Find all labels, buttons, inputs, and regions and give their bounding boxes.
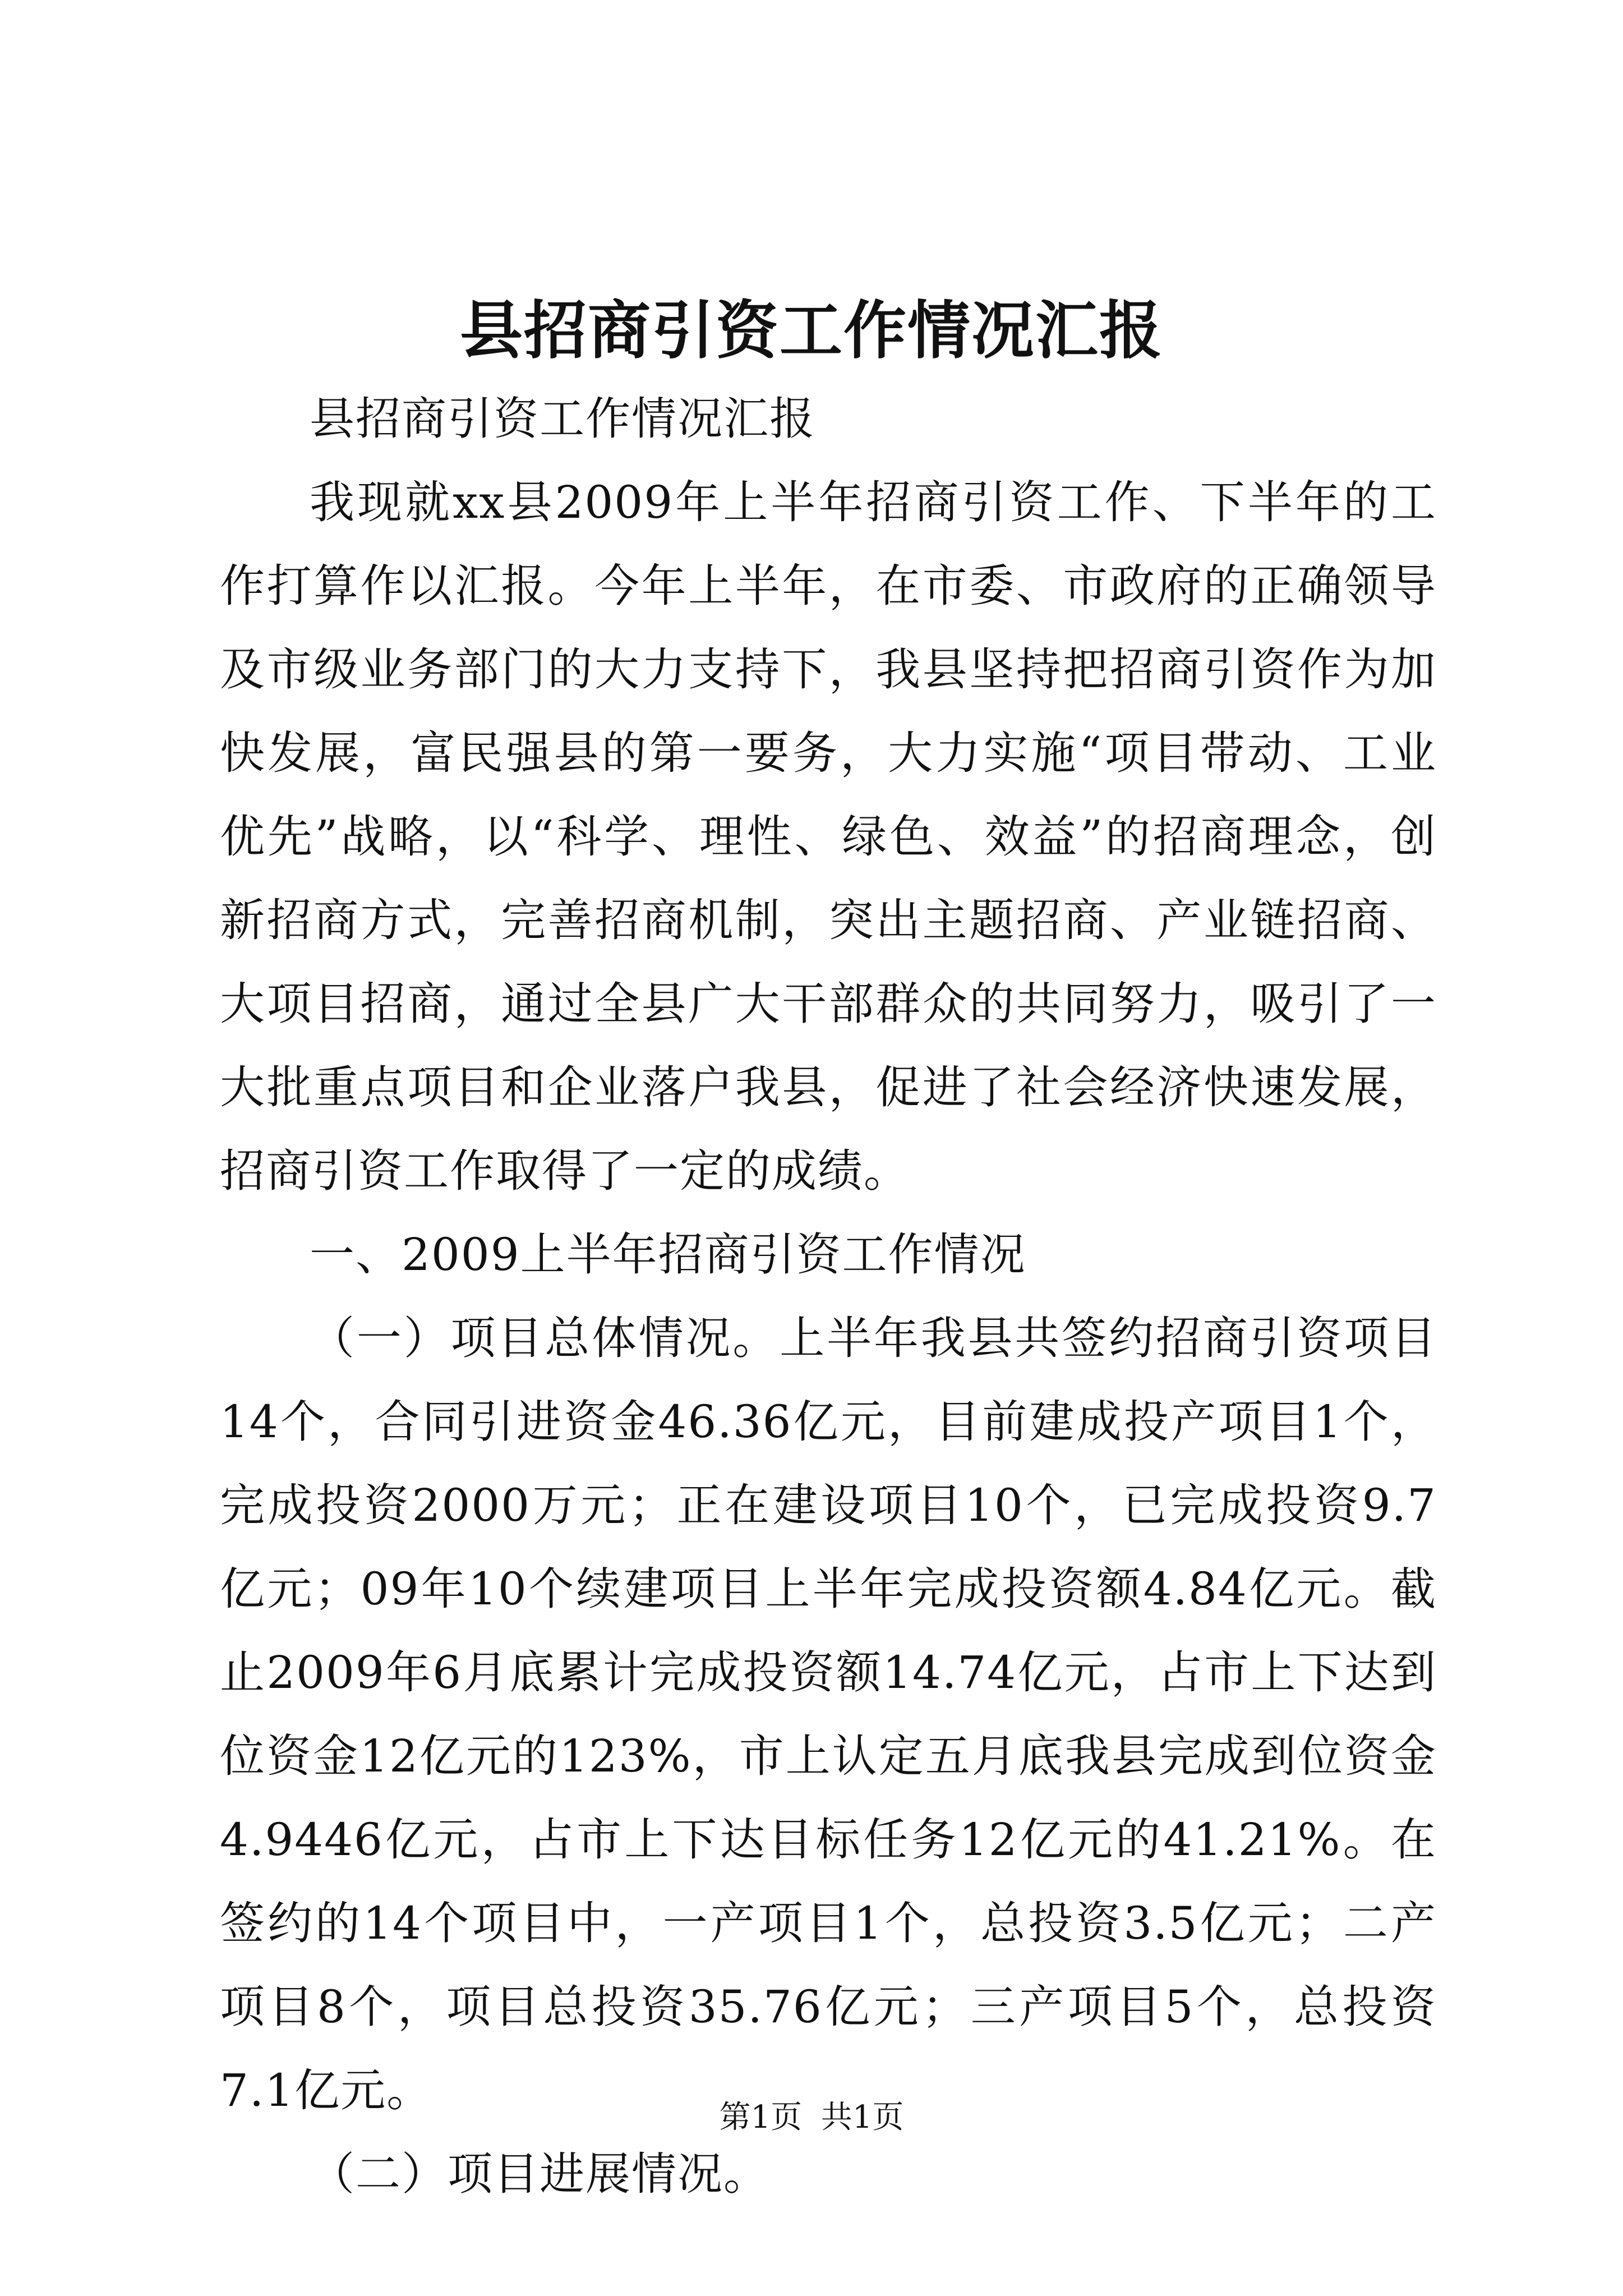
paragraph-subtitle: 县招商引资工作情况汇报	[310, 393, 815, 445]
paragraph-progress-heading: （二）项目进展情况。	[310, 2148, 769, 2200]
page-number: 第1页	[719, 2099, 803, 2136]
page-total: 共1页	[820, 2099, 904, 2136]
paragraph-overall-status: （一）项目总体情况。上半年我县共签约招商引资项目14个，合同引进资金46.36亿元，目前建成投产项目1个，完成投资2000万元；正在建设项目10个，已完成投资9.7亿元；09年10个续建项目上半年完成投资额4.84亿元。截止2009年6月底累计完成投资额14.74亿元，占市上下达到位资金12亿元的123%，市上认定五月底我县完成到位资金4.9446亿元，占市上下达目标任务12亿元的41.21%。在签约的14个项目中，一产项目1个，总投资3.5亿元；二产项目8个，项目总投资35.76亿元；三产项目5个，总投资7.1亿元。	[220, 1312, 1437, 2116]
paragraph-intro: 我现就xx县2009年上半年招商引资工作、下半年的工作打算作以汇报。今年上半年，在市委、市政府的正确领导及市级业务部门的大力支持下，我县坚持把招商引资作为加快发展，富民强县的第一要务，大力实施“项目带动、工业优先”战略，以“科学、理性、绿色、效益”的招商理念，创新招商方式，完善招商机制，突出主题招商、产业链招商、大项目招商，通过全县广大干部群众的共同努力，吸引了一大批重点项目和企业落户我县，促进了社会经济快速发展，招商引资工作取得了一定的成绩。	[220, 476, 1437, 1197]
page-footer	[0, 2095, 1623, 2140]
section-heading-1: 一、2009上半年招商引资工作情况	[310, 1228, 1026, 1281]
document-body	[220, 377, 1437, 2216]
document-title: 县招商引资工作情况汇报	[460, 294, 1163, 367]
